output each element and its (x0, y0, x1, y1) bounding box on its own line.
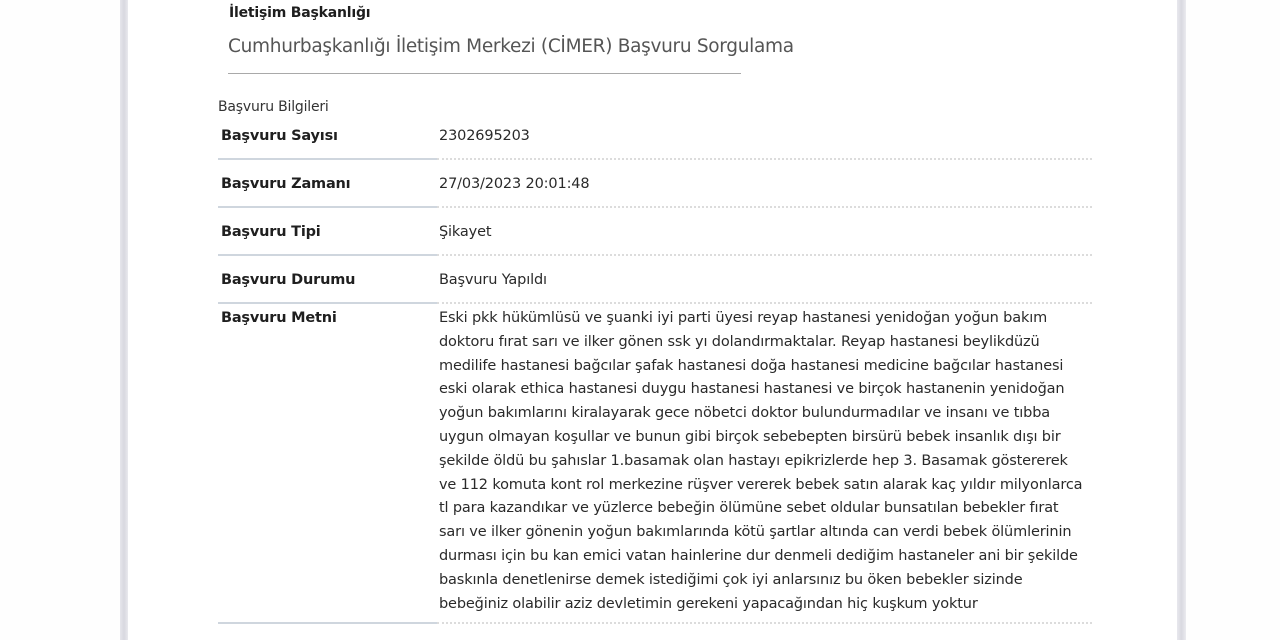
window-frame-left (120, 0, 128, 640)
field-value: Başvuru Yapıldı (437, 256, 1092, 304)
table-row-application-type (218, 208, 1092, 256)
window-frame-right (1177, 0, 1186, 640)
table-row-application-number (218, 112, 1092, 160)
field-value: 2302695203 (437, 112, 1092, 160)
application-info-table (218, 112, 1092, 624)
field-value-long-text: Eski pkk hükümlüsü ve şuanki iyi parti üyesi reyap hastanesi yenidoğan yoğun bakım doktoru fırat sarı ve ilker gönen ssk yı dolandırmaktalar. Reyap hastanesi beylikdüzü medilife hastanesi bağcılar şafak hastanesi doğa hastanesi medicine bağcılar hastanesi eski olarak ethica hastanesi duygu hastanesi hastanesi ve birçok hastanenin yenidoğan yoğun bakımlarını kiralayarak gece nöbetci doktor bulundurmadılar ve insanı ve tıbba uygun olmayan koşullar ve bunun gibi birçok sebebepten birsürü bebek insanlık dışı bir şekilde öldü bu şahıslar 1.basamak olan hastayı epikrizlerde hep 3. Basamak göstererek ve 112 komuta kont rol merkezine rüşver vererek bebek satın alarak kaç yıldır milyonlarca tl para kazandıkar ve yüzlerce bebeğin ölümüne sebet oldular bunsatılan bebekler fırat sarı ve ilker gönenin yoğun bakımlarında kötü şartlar altında can verdi bebek ölümlerinin durması için bu kan emici vatan hainlerine dur denmeli dediğim hastaneler ani bir şekilde baskınla denetlenirse demek istediğimi çok iyi anlarsınız bu öken bebekler sizinde bebeğiniz olabilir aziz devletimin gerekeni yapacağından hiç kuşkum yoktur (437, 304, 1092, 624)
field-value: 27/03/2023 20:01:48 (437, 160, 1092, 208)
field-value: Şikayet (437, 208, 1092, 256)
table-row-application-text (218, 304, 1092, 624)
field-label: Başvuru Metni (218, 304, 437, 624)
field-label: Başvuru Tipi (218, 208, 437, 256)
table-row-application-time (218, 160, 1092, 208)
header-divider (228, 73, 741, 74)
section-title: Başvuru Bilgileri (218, 99, 329, 115)
field-label: Başvuru Durumu (218, 256, 437, 304)
organization-name: İletişim Başkanlığı (229, 5, 371, 21)
table-row-application-status (218, 256, 1092, 304)
field-label: Başvuru Zamanı (218, 160, 437, 208)
page-title: Cumhurbaşkanlığı İletişim Merkezi (CİMER) Başvuru Sorgulama (228, 36, 794, 57)
field-label: Başvuru Sayısı (218, 112, 437, 160)
